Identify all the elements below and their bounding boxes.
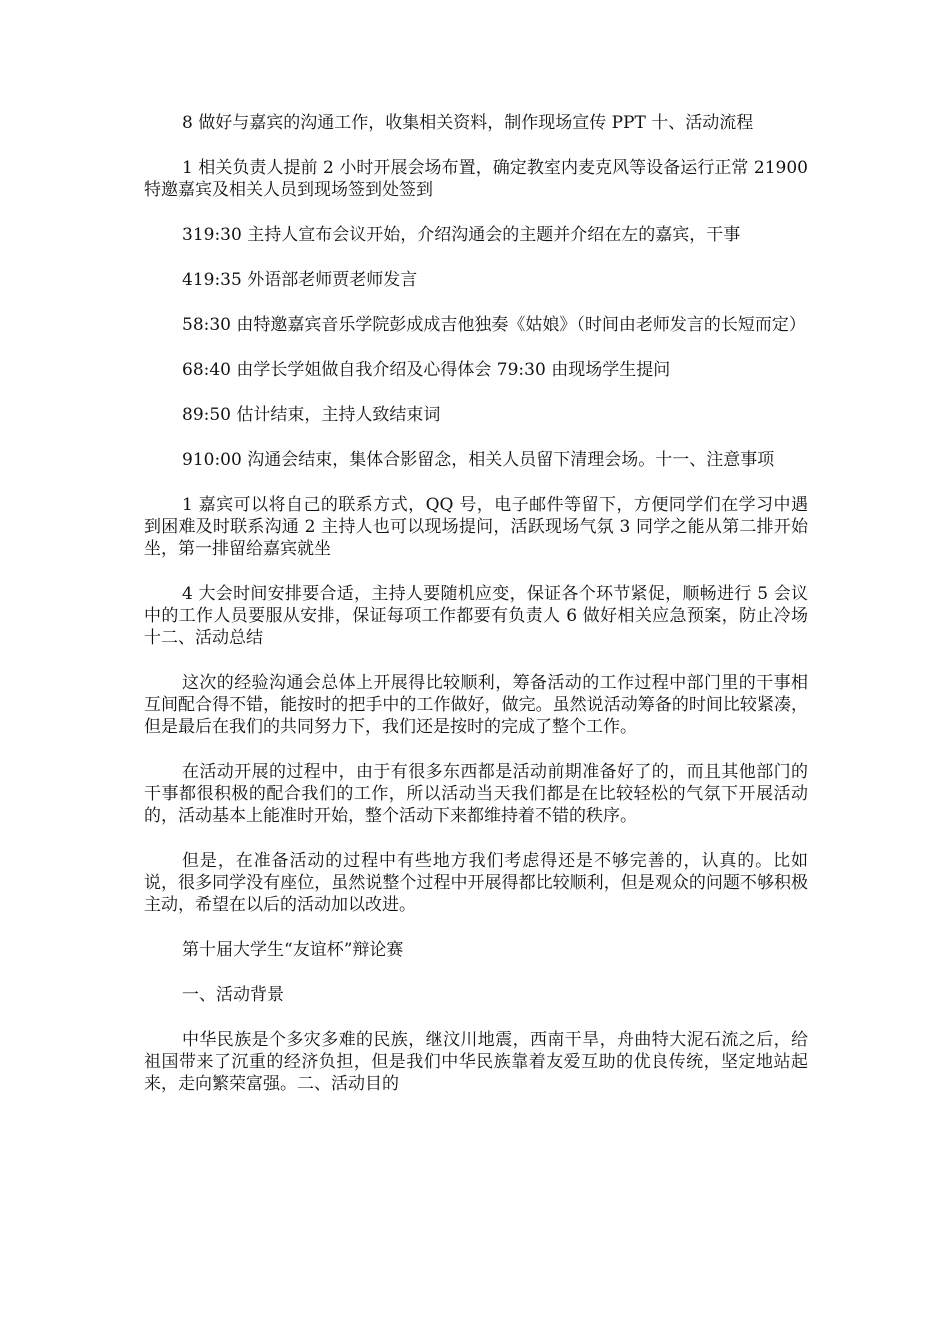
paragraph-notes-4-6: 4 大会时间安排要合适，主持人要随机应变，保证各个环节紧促，顺畅进行 5 会议中的工作人员要服从安排，保证每项工作都要有负责人 6 做好相关应急预案，防止冷场十二、活动总结 <box>144 584 808 648</box>
paragraph-step-4: 419:35 外语部老师贾老师发言 <box>182 270 418 290</box>
paragraph-step-9: 910:00 沟通会结束，集体合影留念，相关人员留下清理会场。十一、注意事项 <box>182 450 775 470</box>
paragraph-notes-1-3: 1 嘉宾可以将自己的联系方式，QQ 号，电子邮件等留下，方便同学们在学习中遇到困难及时联系沟通 2 主持人也可以现场提问，活跃现场气氛 3 同学之能从第二排开始坐，第一排留给嘉宾就坐 <box>144 495 808 559</box>
paragraph-step-8: 89:50 估计结束，主持人致结束词 <box>182 405 441 425</box>
section-title-debate: 第十届大学生“友谊杯”辩论赛 <box>182 940 404 960</box>
document-page <box>144 112 808 1118</box>
section-heading-background: 一、活动背景 <box>182 985 284 1005</box>
paragraph-background: 中华民族是个多灾多难的民族，继汶川地震，西南干旱，舟曲特大泥石流之后，给祖国带来了沉重的经济负担，但是我们中华民族靠着友爱互助的优良传统，坚定地站起来，走向繁荣富强。二、活动目的 <box>144 1030 808 1094</box>
paragraph-step-5: 58:30 由特邀嘉宾音乐学院彭成成吉他独奏《姑娘》（时间由老师发言的长短而定） <box>182 315 806 335</box>
paragraph-activity-flow: 8 做好与嘉宾的沟通工作，收集相关资料，制作现场宣传 PPT 十、活动流程 <box>182 113 754 133</box>
paragraph-step-6-7: 68:40 由学长学姐做自我介绍及心得体会 79:30 由现场学生提问 <box>182 360 671 380</box>
paragraph-summary-2: 在活动开展的过程中，由于有很多东西都是活动前期准备好了的，而且其他部门的干事都很积极的配合我们的工作，所以活动当天我们都是在比较轻松的气氛下开展活动的，活动基本上能准时开始，整个活动下来都维持着不错的秩序。 <box>144 762 808 826</box>
paragraph-step-3: 319:30 主持人宣布会议开始，介绍沟通会的主题并介绍在左的嘉宾，干事 <box>182 225 741 245</box>
paragraph-step-1-2: 1 相关负责人提前 2 小时开展会场布置，确定教室内麦克风等设备运行正常 21900 特邀嘉宾及相关人员到现场签到处签到 <box>144 158 808 200</box>
paragraph-summary-1: 这次的经验沟通会总体上开展得比较顺利，筹备活动的工作过程中部门里的干事相互间配合得不错，能按时的把手中的工作做好，做完。虽然说活动筹备的时间比较紧凑，但是最后在我们的共同努力下，我们还是按时的完成了整个工作。 <box>144 673 808 737</box>
paragraph-summary-3: 但是，在准备活动的过程中有些地方我们考虑得还是不够完善的，认真的。比如说，很多同学没有座位，虽然说整个过程中开展得都比较顺利，但是观众的问题不够积极主动，希望在以后的活动加以改进。 <box>144 851 808 915</box>
